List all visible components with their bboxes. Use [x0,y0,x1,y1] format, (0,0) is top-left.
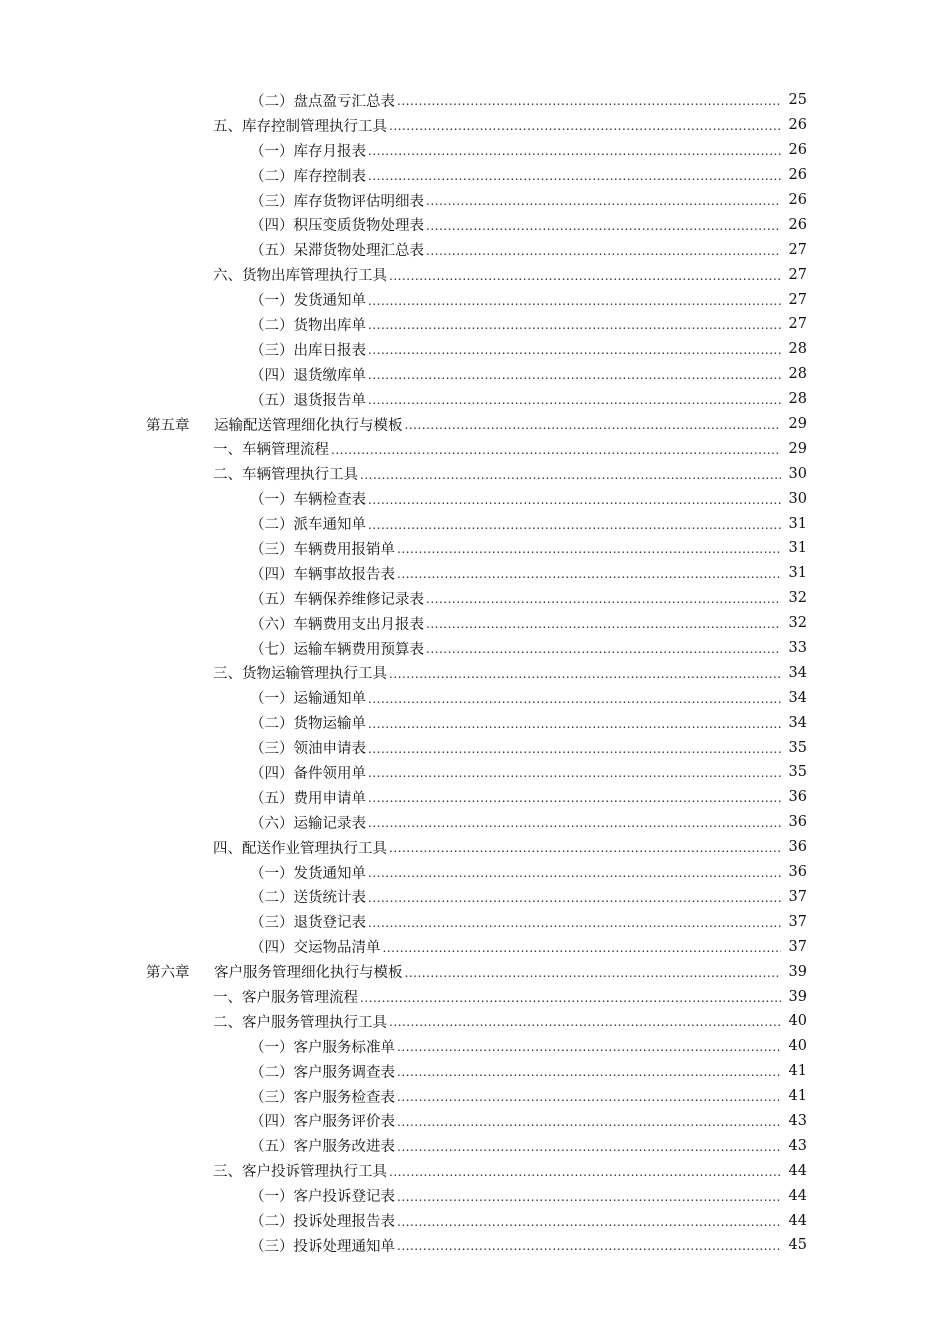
toc-subsection-entry[interactable] [0,88,950,113]
toc-entry-number: （四） [250,566,294,583]
toc-subsection-entry[interactable] [0,212,950,237]
toc-entry-title: 交运物品清单 [293,940,381,957]
toc-entry-number: （二） [250,168,294,185]
dot-leader [426,218,781,234]
toc-page-number: 26 [788,216,807,233]
toc-entry-title: 盘点盈亏汇总表 [293,93,395,110]
toc-entry-number: 五、 [213,118,242,135]
dot-leader [397,1139,781,1155]
toc-entry-number: （一） [250,492,294,509]
toc-entry-title: 客户服务调查表 [293,1064,395,1081]
dot-leader [397,1189,781,1205]
dot-leader [426,243,781,259]
toc-entry-number: 第六章 [146,965,190,982]
toc-entry-number: （一） [250,1039,294,1056]
toc-page-number: 28 [788,391,807,408]
toc-subsection-entry[interactable] [0,312,950,337]
toc-page-number: 26 [788,192,807,208]
toc-subsection-entry[interactable] [0,611,950,636]
dot-leader [426,591,781,607]
toc-page-number: 30 [788,490,807,507]
toc-entry-title: 库存控制表 [293,168,366,185]
dot-leader [397,1064,781,1080]
toc-entry-title: 库存控制管理执行工具 [242,118,387,135]
dot-leader [368,890,781,906]
toc-entry-title: 车辆检查表 [293,492,366,509]
toc-entry-title: 客户服务标准单 [293,1039,395,1056]
toc-subsection-entry[interactable] [0,810,950,835]
toc-page-number: 27 [788,291,807,308]
dot-leader [397,1214,781,1230]
toc-entry-number: （四） [250,1114,294,1131]
toc-section-entry[interactable] [0,1009,950,1034]
toc-entry-title: 车辆费用报销单 [293,541,395,558]
toc-section-entry[interactable] [0,461,950,486]
dot-leader [405,417,782,433]
toc-subsection-entry[interactable] [0,561,950,586]
toc-page-number: 35 [788,764,807,781]
toc-entry-title: 客户服务评价表 [293,1114,395,1131]
toc-page-number: 43 [788,1112,807,1129]
dot-leader [397,541,781,557]
toc-entry-number: （五） [250,591,294,608]
toc-entry-number: 一、 [213,442,242,459]
toc-section-entry[interactable] [0,984,950,1009]
toc-page-number: 41 [788,1063,807,1080]
toc-page-number: 32 [788,615,807,632]
toc-entry-title: 退货登记表 [293,915,366,932]
dot-leader [389,666,781,682]
toc-entry-number: （四） [250,765,294,782]
toc-subsection-entry[interactable] [0,710,950,735]
toc-section-entry[interactable] [0,835,950,860]
toc-page-number: 34 [788,664,807,681]
toc-page-number: 27 [788,316,807,333]
dot-leader [368,392,781,408]
toc-subsection-entry[interactable] [0,1084,950,1109]
toc-subsection-entry[interactable] [0,934,950,959]
dot-leader [368,293,781,309]
toc-page-number: 28 [788,366,807,383]
dot-leader [368,741,781,757]
toc-entry-number: 二、 [213,467,242,484]
toc-entry-title: 车辆管理流程 [242,442,329,459]
toc-entry-title: 货物运输单 [293,716,366,733]
dot-leader [368,865,781,881]
toc-page-number: 36 [788,839,807,856]
dot-leader [397,1089,781,1105]
toc-page-number: 27 [788,266,807,283]
toc-entry-title: 客户投诉登记表 [293,1189,395,1206]
dot-leader [368,716,781,732]
toc-entry-number: （四） [250,367,294,384]
toc-entry-title: 送货统计表 [293,890,366,907]
table-of-contents [0,88,950,1258]
dot-leader [368,790,781,806]
toc-subsection-entry[interactable] [0,685,950,710]
dot-leader [389,118,781,134]
toc-subsection-entry[interactable] [0,1109,950,1134]
toc-subsection-entry[interactable] [0,163,950,188]
toc-entry-title: 货物运输管理执行工具 [242,666,387,683]
toc-entry-number: （五） [250,243,294,260]
dot-leader [368,765,781,781]
toc-chapter-entry[interactable] [0,412,950,437]
dot-leader [397,1238,781,1254]
toc-entry-number: （三） [250,1089,294,1106]
toc-subsection-entry[interactable] [0,1233,950,1258]
dot-leader [389,840,781,856]
toc-page-number: 26 [788,167,807,184]
toc-subsection-entry[interactable] [0,287,950,312]
toc-entry-number: （一） [250,143,294,160]
toc-page-number: 44 [788,1212,807,1229]
toc-subsection-entry[interactable] [0,1059,950,1084]
toc-subsection-entry[interactable] [0,1133,950,1158]
toc-page-number: 30 [788,465,807,482]
toc-subsection-entry[interactable] [0,188,950,213]
toc-section-entry[interactable] [0,436,950,461]
toc-subsection-entry[interactable] [0,486,950,511]
toc-entry-number: （四） [250,940,294,957]
dot-leader [368,517,781,533]
toc-entry-number: 第五章 [146,417,190,434]
toc-subsection-entry[interactable] [0,860,950,885]
toc-entry-number: （六） [250,815,294,832]
toc-page-number: 31 [788,515,807,532]
toc-subsection-entry[interactable] [0,387,950,412]
toc-section-entry[interactable] [0,1158,950,1183]
toc-entry-title: 货物出库管理执行工具 [242,268,387,285]
toc-entry-number: （六） [250,616,294,633]
toc-page-number: 27 [788,241,807,258]
toc-entry-number: （二） [250,517,294,534]
toc-entry-title: 投诉处理通知单 [293,1238,395,1255]
toc-page-number: 34 [788,714,807,731]
toc-entry-number: （二） [250,716,294,733]
dot-leader [389,1164,781,1180]
toc-page-number: 39 [788,988,807,1005]
toc-page-number: 31 [788,565,807,582]
toc-entry-number: 二、 [213,1014,242,1031]
toc-entry-title: 运输车辆费用预算表 [293,641,424,658]
toc-entry-title: 投诉处理报告表 [293,1214,395,1231]
toc-subsection-entry[interactable] [0,885,950,910]
dot-leader [368,915,781,931]
dot-leader [389,268,781,284]
dot-leader [397,1039,781,1055]
toc-page-number: 36 [788,864,807,881]
toc-page-number: 28 [788,341,807,358]
dot-leader [383,940,782,956]
toc-section-entry[interactable] [0,262,950,287]
toc-page-number: 35 [788,739,807,756]
toc-entry-number: （三） [250,193,294,210]
toc-entry-number: （一） [250,293,294,310]
toc-entry-number: （二） [250,317,294,334]
toc-page-number: 37 [788,938,807,955]
toc-page-number: 36 [788,789,807,806]
toc-entry-number: （五） [250,790,294,807]
toc-entry-number: （二） [250,1064,294,1081]
toc-entry-title: 退货报告单 [293,392,366,409]
toc-entry-number: （三） [250,741,294,758]
toc-page-number: 26 [788,117,807,134]
toc-subsection-entry[interactable] [0,1183,950,1208]
toc-subsection-entry[interactable] [0,362,950,387]
toc-entry-title: 客户投诉管理执行工具 [242,1164,387,1181]
toc-entry-number: 三、 [213,1164,242,1181]
toc-subsection-entry[interactable] [0,760,950,785]
dot-leader [368,342,781,358]
toc-subsection-entry[interactable] [0,909,950,934]
dot-leader [397,566,781,582]
toc-entry-title: 费用申请单 [293,790,366,807]
dot-leader [426,193,781,209]
toc-entry-title: 客户服务管理细化执行与模板 [214,965,403,982]
toc-subsection-entry[interactable] [0,138,950,163]
toc-subsection-entry[interactable] [0,237,950,262]
dot-leader [389,1014,781,1030]
dot-leader [360,990,781,1006]
toc-subsection-entry[interactable] [0,337,950,362]
toc-entry-title: 发货通知单 [293,865,366,882]
toc-page-number: 29 [788,440,807,457]
toc-page-number: 39 [788,963,807,980]
toc-subsection-entry[interactable] [0,511,950,536]
toc-entry-title: 库存月报表 [293,143,366,160]
toc-page-number: 40 [788,1038,807,1055]
toc-entry-title: 出库日报表 [293,342,366,359]
toc-page-number: 41 [788,1088,807,1105]
toc-entry-number: （一） [250,691,294,708]
toc-entry-title: 货物出库单 [293,317,366,334]
toc-entry-title: 发货通知单 [293,293,366,310]
dot-leader [368,143,781,159]
toc-entry-title: 运输记录表 [293,815,366,832]
toc-entry-title: 领油申请表 [293,741,366,758]
toc-page-number: 31 [788,540,807,557]
toc-entry-number: 四、 [213,840,242,857]
toc-entry-number: （二） [250,1214,294,1231]
toc-entry-number: （三） [250,342,294,359]
toc-page-number: 37 [788,888,807,905]
toc-entry-title: 运输配送管理细化执行与模板 [214,417,403,434]
toc-page-number: 44 [788,1162,807,1179]
toc-page-number: 37 [788,913,807,930]
toc-page-number: 44 [788,1187,807,1204]
toc-entry-number: （一） [250,865,294,882]
toc-entry-title: 客户服务管理执行工具 [242,1014,387,1031]
toc-entry-title: 积压变质货物处理表 [293,218,424,235]
toc-subsection-entry[interactable] [0,1208,950,1233]
toc-page-number: 26 [788,142,807,159]
dot-leader [331,442,781,458]
toc-entry-title: 车辆费用支出月报表 [293,616,424,633]
toc-entry-title: 车辆保养维修记录表 [293,591,424,608]
toc-entry-number: 六、 [213,268,242,285]
toc-subsection-entry[interactable] [0,735,950,760]
toc-page-number: 32 [788,590,807,607]
toc-subsection-entry[interactable] [0,636,950,661]
toc-entry-number: 三、 [213,666,242,683]
toc-entry-number: （三） [250,541,294,558]
toc-entry-title: 客户服务改进表 [293,1139,395,1156]
toc-page-number: 25 [788,92,807,109]
toc-chapter-entry[interactable] [0,959,950,984]
toc-section-entry[interactable] [0,113,950,138]
dot-leader [368,168,781,184]
toc-entry-number: （五） [250,392,294,409]
toc-page-number: 36 [788,814,807,831]
toc-subsection-entry[interactable] [0,536,950,561]
dot-leader [368,317,781,333]
toc-entry-number: （二） [250,890,294,907]
toc-page-number: 34 [788,689,807,706]
toc-subsection-entry[interactable] [0,1034,950,1059]
dot-leader [368,691,781,707]
toc-entry-number: （一） [250,1189,294,1206]
toc-subsection-entry[interactable] [0,586,950,611]
toc-entry-title: 车辆管理执行工具 [242,467,358,484]
toc-entry-title: 库存货物评估明细表 [293,193,424,210]
toc-section-entry[interactable] [0,660,950,685]
toc-entry-number: （二） [250,93,294,110]
dot-leader [426,641,781,657]
toc-entry-title: 配送作业管理执行工具 [242,840,387,857]
toc-subsection-entry[interactable] [0,785,950,810]
dot-leader [368,492,781,508]
toc-entry-title: 退货缴库单 [293,367,366,384]
toc-entry-title: 客户服务检查表 [293,1089,395,1106]
toc-entry-number: （七） [250,641,294,658]
dot-leader [368,367,781,383]
toc-entry-title: 备件领用单 [293,765,366,782]
toc-page-number: 43 [788,1137,807,1154]
toc-entry-title: 客户服务管理流程 [242,990,358,1006]
dot-leader [360,467,781,483]
toc-entry-number: （三） [250,915,294,932]
dot-leader [426,616,781,632]
toc-entry-title: 呆滞货物处理汇总表 [293,243,424,260]
dot-leader [397,1114,781,1130]
toc-entry-number: 一、 [213,990,242,1006]
dot-leader [405,965,782,981]
toc-page-number: 45 [788,1237,807,1254]
toc-page-number: 29 [788,416,807,433]
toc-entry-number: （三） [250,1238,294,1255]
toc-entry-title: 运输通知单 [293,691,366,708]
toc-entry-number: （四） [250,218,294,235]
toc-page-number: 40 [788,1013,807,1030]
dot-leader [397,93,781,109]
toc-entry-number: （五） [250,1139,294,1156]
toc-entry-title: 车辆事故报告表 [293,566,395,583]
dot-leader [368,815,781,831]
toc-page-number: 33 [788,640,807,657]
toc-entry-title: 派车通知单 [293,517,366,534]
